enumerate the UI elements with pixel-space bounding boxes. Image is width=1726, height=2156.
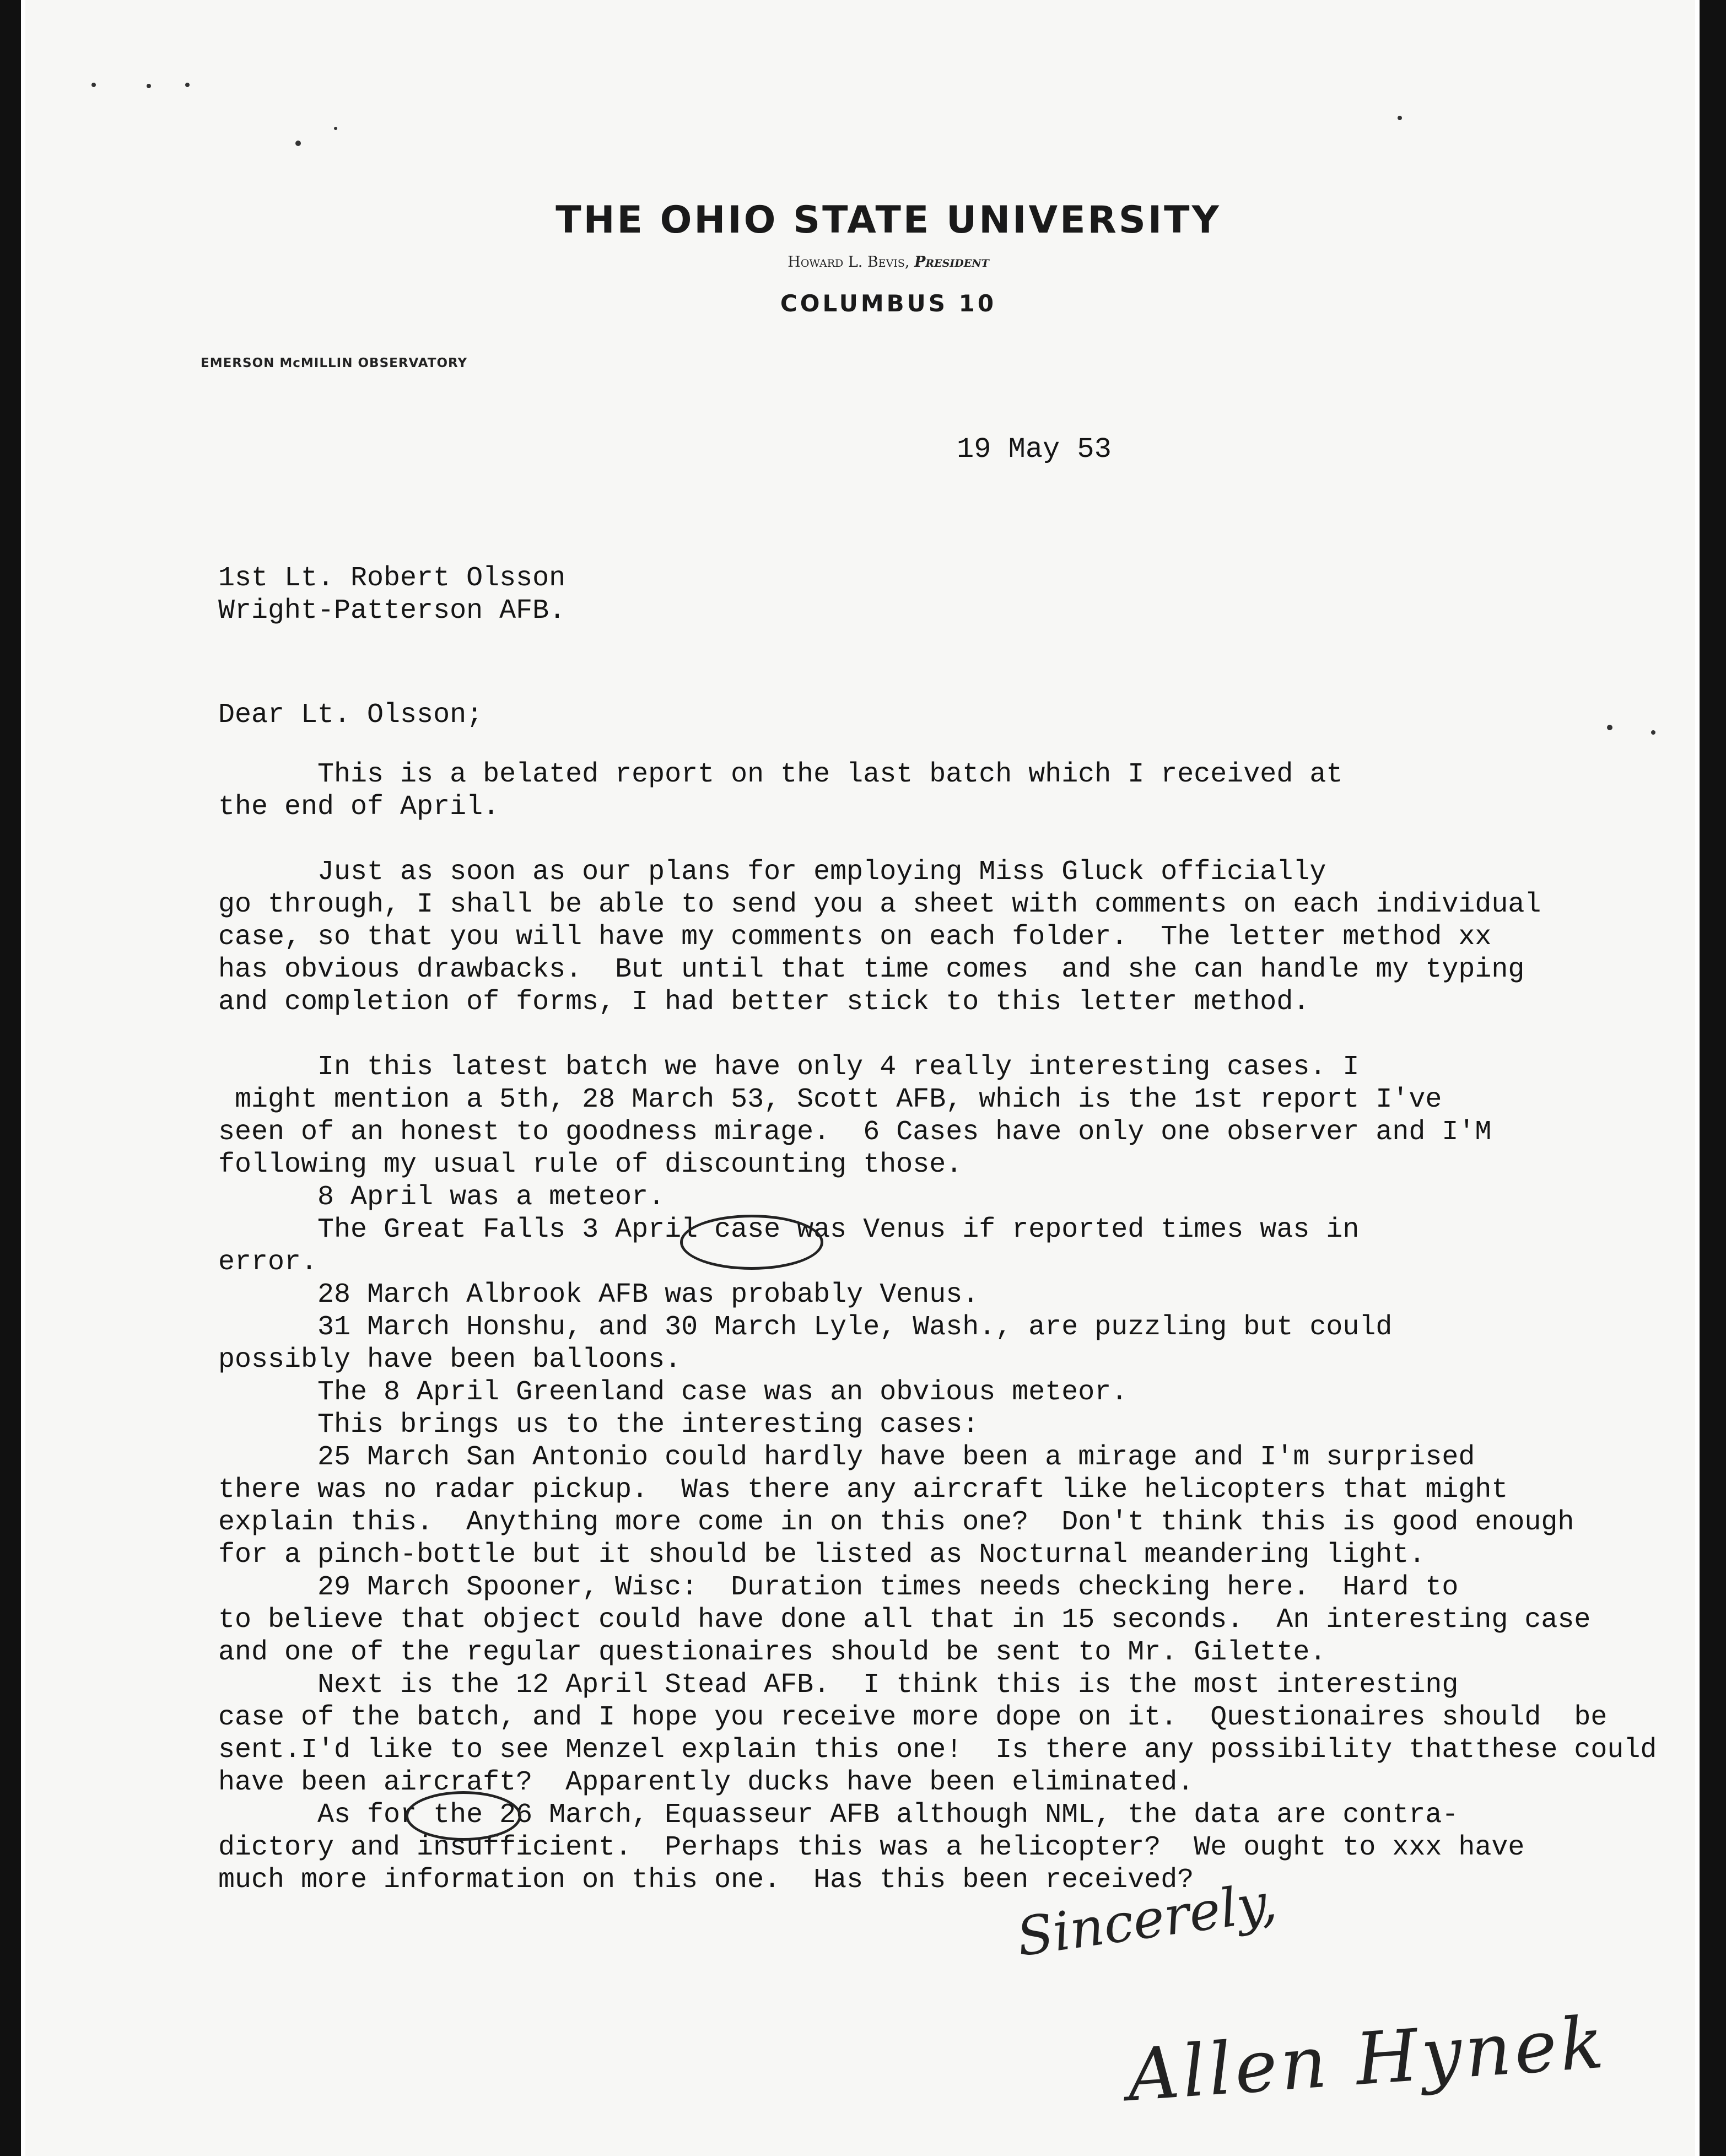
body-line: go through, I shall be able to send you a sheet with comments on each individual xyxy=(218,889,1541,920)
body-line: 28 March Albrook AFB was probably Venus. xyxy=(218,1279,979,1311)
department-name: EMERSON McMILLIN OBSERVATORY xyxy=(201,356,468,370)
recipient-line: Wright-Patterson AFB. xyxy=(218,595,566,627)
body-line: have been aircraft? Apparently ducks have been eliminated. xyxy=(218,1767,1194,1798)
body-line: possibly have been balloons. xyxy=(218,1344,682,1376)
body-line: sent.I'd like to see Menzel explain this one! Is there any possibility thatthese could xyxy=(218,1734,1657,1766)
body-line: 8 April was a meteor. xyxy=(218,1182,665,1213)
body-line xyxy=(218,1018,1657,1051)
body-line xyxy=(218,823,1657,856)
scan-speck xyxy=(147,84,151,88)
body-line: As for the 26 March, Equasseur AFB although NML, the data are contra- xyxy=(218,1799,1459,1831)
body-line: seen of an honest to goodness mirage. 6 Cases have only one observer and I'M xyxy=(218,1117,1492,1148)
university-city: COLUMBUS 10 xyxy=(780,290,997,317)
president-name: Howard L. Bevis, xyxy=(788,254,910,271)
body-line: following my usual rule of discounting those. xyxy=(218,1149,963,1181)
body-line: error. xyxy=(218,1247,318,1278)
body-line: case, so that you will have my comments on each folder. The letter method xx xyxy=(218,921,1492,953)
scan-speck xyxy=(91,83,96,87)
body-line: explain this. Anything more come in on this one? Don't think this is good enough xyxy=(218,1507,1574,1538)
scan-speck xyxy=(1607,725,1612,730)
university-president xyxy=(25,254,1726,271)
recipient-line: 1st Lt. Robert Olsson xyxy=(218,563,566,594)
letter-date: 19 May 53 xyxy=(957,433,1112,466)
recipient-address xyxy=(218,562,565,627)
body-line: This brings us to the interesting cases: xyxy=(218,1409,979,1441)
body-line: The Great Falls 3 April case was Venus if reported times was in xyxy=(218,1214,1360,1246)
scan-speck xyxy=(295,141,301,146)
scan-speck xyxy=(334,127,337,130)
body-line: The 8 April Greenland case was an obvious meteor. xyxy=(218,1377,1128,1408)
body-line: might mention a 5th, 28 March 53, Scott AFB, which is the 1st report I've xyxy=(218,1084,1442,1115)
scan-speck xyxy=(1651,730,1655,735)
body-line: dictory and insufficient. Perhaps this was a helicopter? We ought to xxx have xyxy=(218,1832,1525,1863)
body-line: In this latest batch we have only 4 really interesting cases. I xyxy=(218,1052,1360,1083)
signature-handwritten: Allen Hynek xyxy=(1124,2000,1610,2117)
body-line: 29 March Spooner, Wisc: Duration times needs checking here. Hard to xyxy=(218,1572,1459,1603)
scan-speck xyxy=(185,83,190,87)
body-line: and completion of forms, I had better stick to this letter method. xyxy=(218,987,1310,1018)
university-name: THE OHIO STATE UNIVERSITY xyxy=(555,198,1221,242)
handwritten-circle-mark xyxy=(680,1215,823,1270)
closing-handwritten: Sincerely, xyxy=(1013,1871,1281,1969)
body-line: case of the batch, and I hope you receive more dope on it. Questionaires should be xyxy=(218,1702,1608,1733)
body-line: there was no radar pickup. Was there any aircraft like helicopters that might xyxy=(218,1474,1508,1506)
body-line: to believe that object could have done all that in 15 seconds. An interesting case xyxy=(218,1604,1591,1636)
handwritten-circle-mark xyxy=(406,1791,521,1841)
body-line: has obvious drawbacks. But until that time comes and she can handle my typing xyxy=(218,954,1525,985)
body-line: and one of the regular questionaires should be sent to Mr. Gilette. xyxy=(218,1637,1326,1668)
body-line: This is a belated report on the last batch which I received at xyxy=(218,759,1343,790)
paper-sheet xyxy=(25,0,1695,2156)
president-title: President xyxy=(914,254,989,271)
salutation: Dear Lt. Olsson; xyxy=(218,699,483,731)
body-line: 25 March San Antonio could hardly have been a mirage and I'm surprised xyxy=(218,1442,1475,1473)
body-line: for a pinch-bottle but it should be listed as Nocturnal meandering light. xyxy=(218,1539,1426,1571)
body-line: much more information on this one. Has this been received? xyxy=(218,1864,1194,1896)
letter-body xyxy=(218,758,1657,1896)
body-line: Next is the 12 April Stead AFB. I think this is the most interesting xyxy=(218,1669,1459,1701)
body-line: 31 March Honshu, and 30 March Lyle, Wash., are puzzling but could xyxy=(218,1312,1393,1343)
body-line: the end of April. xyxy=(218,791,500,823)
scan-speck xyxy=(1398,116,1402,120)
body-line: Just as soon as our plans for employing Miss Gluck officially xyxy=(218,856,1326,888)
